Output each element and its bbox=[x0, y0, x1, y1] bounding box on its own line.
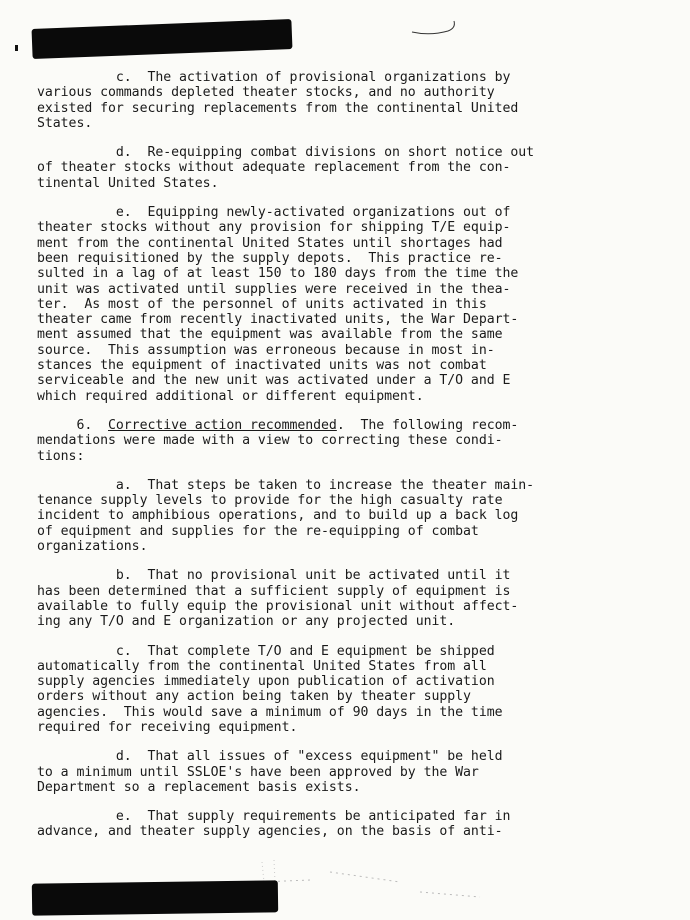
bottom-smudge-mark bbox=[250, 852, 490, 910]
top-redaction-bar bbox=[32, 19, 293, 59]
recommendation-d: d. That all issues of "excess equipment" be held to a minimum until SSLOE's have been approved by the War Department so a replacement basis exists. bbox=[37, 749, 503, 795]
recommendation-c: c. That complete T/O and E equipment be shipped automatically from the continental United States from all supply agencies immediately upon publication of activation orders without any action being taken by theater supply agencies. This would save a minimum of 90 days in the time required for receiving equipment. bbox=[37, 643, 503, 735]
document-body bbox=[37, 70, 607, 854]
paragraph-c: c. The activation of provisional organizations by various commands depleted theater stocks, and no authority existed for securing replacements from the continental United States. bbox=[37, 70, 519, 131]
bottom-redaction-bar bbox=[32, 880, 278, 915]
paragraph-e: e. Equipping newly-activated organizations out of theater stocks without any provision for shipping T/E equip- ment from the continental United States until shortages had been requisitioned by the supply depots. This practice re- sulted in a lag of at least 150 to 180 days from the time the unit was activated until supplies were received in the thea- ter. As most of the personnel of units activated in this theater came from recently inactivated units, the War Depart- ment assumed that the equipment was available from the same source. This assumption was erroneous because in most in- stances the equipment of inactivated units was not combat serviceable and the new unit was activated under a T/O and E which required additional or different equipment. bbox=[37, 205, 519, 404]
section-heading: Corrective action recommended bbox=[108, 417, 337, 433]
section-number: 6. bbox=[37, 417, 109, 433]
margin-mark bbox=[15, 45, 18, 51]
corner-scribble-mark bbox=[410, 18, 460, 40]
section-intro: . The following recom- mendations were made with a view to correcting these condi- tions: bbox=[37, 417, 519, 464]
section-6 bbox=[37, 418, 607, 464]
recommendation-e: e. That supply requirements be anticipated far in advance, and theater supply agencies, on the basis of anti- bbox=[37, 809, 511, 840]
recommendation-a: a. That steps be taken to increase the theater main- tenance supply levels to provide for the high casualty rate incident to amphibious operations, and to build up a back log of equipment and supplies for the re-equipping of combat organizations. bbox=[37, 477, 535, 555]
paragraph-d: d. Re-equipping combat divisions on short notice out of theater stocks without adequate replacement from the con- tinental United States. bbox=[37, 145, 535, 191]
recommendation-b: b. That no provisional unit be activated until it has been determined that a sufficient supply of equipment is available to fully equip the provisional unit without affect- ing any T/O and E organization or any projected unit. bbox=[37, 568, 519, 630]
